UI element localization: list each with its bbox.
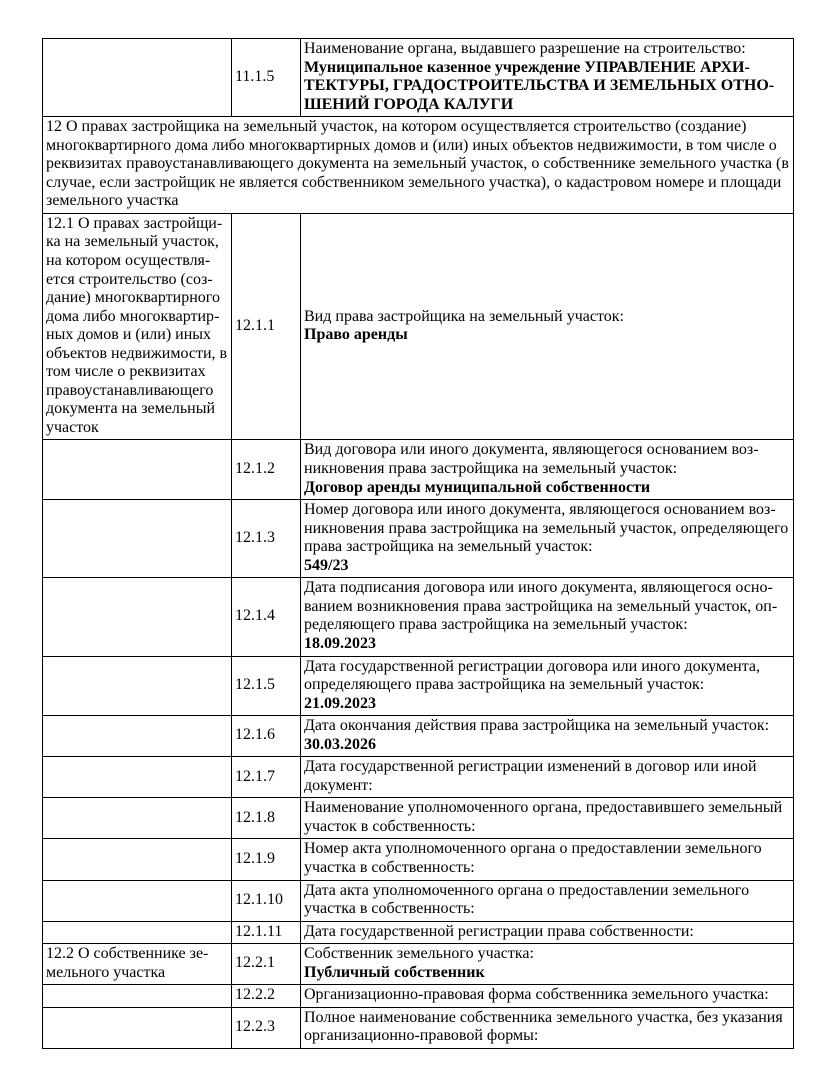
- row-content-cell: [301, 944, 794, 985]
- row-number-cell: 12.1.10: [232, 880, 301, 921]
- row-category-cell: [43, 880, 232, 921]
- row-content-cell: [301, 921, 794, 944]
- row-content-cell: [301, 578, 794, 656]
- table-row: [43, 656, 794, 716]
- field-label: Собственник земельного участка:: [304, 945, 534, 963]
- row-number-cell: 12.2.2: [232, 985, 301, 1008]
- row-category-cell: [43, 578, 232, 656]
- row-category-cell: [43, 757, 232, 798]
- table-row: [43, 757, 794, 798]
- field-label: Номер акта уполномоченного органа о предоставлении земельного участка в собственность:: [304, 840, 762, 876]
- field-label: Вид договора или иного документа, являющегося основанием возникновения права застройщика на земельный участок:: [304, 441, 759, 478]
- field-value: Договор аренды муниципальной собственности: [304, 478, 651, 496]
- row-content-cell: [301, 500, 794, 578]
- table-row: [43, 985, 794, 1008]
- field-label: Дата государственной регистрации изменений в договор или иной документ:: [304, 758, 757, 794]
- row-content-cell: [301, 716, 794, 757]
- row-number-cell: 12.1.3: [232, 500, 301, 578]
- row-number-cell: 12.1.9: [232, 839, 301, 880]
- table-row: [43, 716, 794, 757]
- row-category-cell: [43, 798, 232, 839]
- table-row: [43, 1007, 794, 1048]
- table-row: [43, 213, 794, 440]
- row-number-cell: 12.1.5: [232, 656, 301, 716]
- row-number-cell: 12.1.4: [232, 578, 301, 656]
- field-label: Наименование органа, выдавшего разрешение на строительство:: [304, 40, 746, 57]
- table-row: [43, 944, 794, 985]
- row-content-cell: [301, 839, 794, 880]
- row-content-cell: [301, 39, 794, 117]
- row-number-cell: 12.1.11: [232, 921, 301, 944]
- row-category-cell: [43, 985, 232, 1008]
- row-content-cell: [301, 213, 794, 440]
- row-number-cell: 12.1.6: [232, 716, 301, 757]
- field-value: 549/23: [304, 556, 349, 574]
- table-row: [43, 39, 794, 117]
- row-category-cell: 12.2 О собственнике земельного участка: [43, 944, 232, 985]
- field-label: Дата окончания действия права застройщика на земельный участок:: [304, 717, 770, 735]
- row-category-cell: [43, 1007, 232, 1048]
- row-category-cell: [43, 839, 232, 880]
- table-row: [43, 500, 794, 578]
- declaration-table: [42, 38, 794, 1049]
- table-row: [43, 839, 794, 880]
- field-label: Дата государственной регистрации права собственности:: [304, 922, 694, 940]
- field-label: Полное наименование собственника земельного участка, без указания организационно-правовой формы:: [304, 1008, 783, 1045]
- row-content-cell: [301, 440, 794, 500]
- row-category-cell: [43, 440, 232, 500]
- row-content-cell: [301, 757, 794, 798]
- table-row: [43, 921, 794, 944]
- row-content-cell: [301, 1007, 794, 1048]
- row-category-cell: [43, 921, 232, 944]
- field-label: Дата государственной регистрации договора или иного документа, определяющего права застройщика на земельный участок:: [304, 657, 761, 694]
- row-number-cell: 11.1.5: [232, 39, 301, 117]
- row-category-cell: [43, 656, 232, 716]
- row-content-cell: [301, 985, 794, 1008]
- field-label: Наименование уполномоченного органа, предоставившего земельный участок в собственность:: [304, 799, 783, 835]
- row-number-cell: 12.2.3: [232, 1007, 301, 1048]
- field-value: 30.03.2026: [304, 735, 376, 753]
- row-content-cell: [301, 656, 794, 716]
- table-row: [43, 578, 794, 656]
- field-label: Вид права застройщика на земельный участок:: [304, 307, 624, 325]
- field-value: 18.09.2023: [304, 634, 376, 652]
- row-number-cell: 12.1.2: [232, 440, 301, 500]
- table-body: [43, 39, 794, 1049]
- table-row: [43, 440, 794, 500]
- table-row: [43, 880, 794, 921]
- row-content-cell: [301, 798, 794, 839]
- row-number-cell: 12.1.8: [232, 798, 301, 839]
- table-row: [43, 798, 794, 839]
- row-category-cell: [43, 500, 232, 578]
- row-category-cell: 12.1 О правах застройщика на земельный участок, на котором осуществляется строительство (создание) многоквартирного дома либо многоквартирных домов и (или) иных объектов недвижимости, в том числе о реквизитах правоустанавливающего документа на земельный участок: [43, 213, 232, 440]
- field-label: Организационно-правовая форма собственника земельного участка:: [304, 986, 769, 1004]
- field-label: Номер договора или иного документа, являющегося основанием возникновения права застройщика на земельный участок, определяющего права застройщика на земельный участок:: [304, 501, 789, 556]
- field-value: Муниципальное казенное учреждение УПРАВЛЕНИЕ АРХИТЕКТУРЫ, ГРАДОСТРОИТЕЛЬСТВА И ЗЕМЕЛЬНЫХ ОТНОШЕНИЙ ГОРОДА КАЛУГИ: [304, 58, 775, 113]
- section-row: [43, 117, 794, 214]
- row-number-cell: 12.1.7: [232, 757, 301, 798]
- field-value: Право аренды: [304, 326, 408, 344]
- field-value: Публичный собственник: [304, 963, 485, 981]
- section-header-cell: 12 О правах застройщика на земельный участок, на котором осуществляется строительство (создание) многоквартирного дома либо многоквартирных домов и (или) иных объектов недвижимости, в том числе о реквизитах правоустанавливающего документа на земельный участок, о собственнике земельного участка (в случае, если застройщик не является собственником земельного участка), о кадастровом номере и площади земельного участка: [43, 117, 794, 214]
- row-number-cell: 12.1.1: [232, 213, 301, 440]
- field-label: Дата подписания договора или иного документа, являющегося основанием возникновения права застройщика на земельный участок, определяющего права застройщика на земельный участок:: [304, 579, 778, 634]
- field-value: 21.09.2023: [304, 694, 376, 712]
- row-content-cell: [301, 880, 794, 921]
- row-number-cell: 12.2.1: [232, 944, 301, 985]
- row-category-cell: [43, 716, 232, 757]
- row-category-cell: [43, 39, 232, 117]
- field-label: Дата акта уполномоченного органа о предоставлении земельного участка в собственность:: [304, 881, 750, 918]
